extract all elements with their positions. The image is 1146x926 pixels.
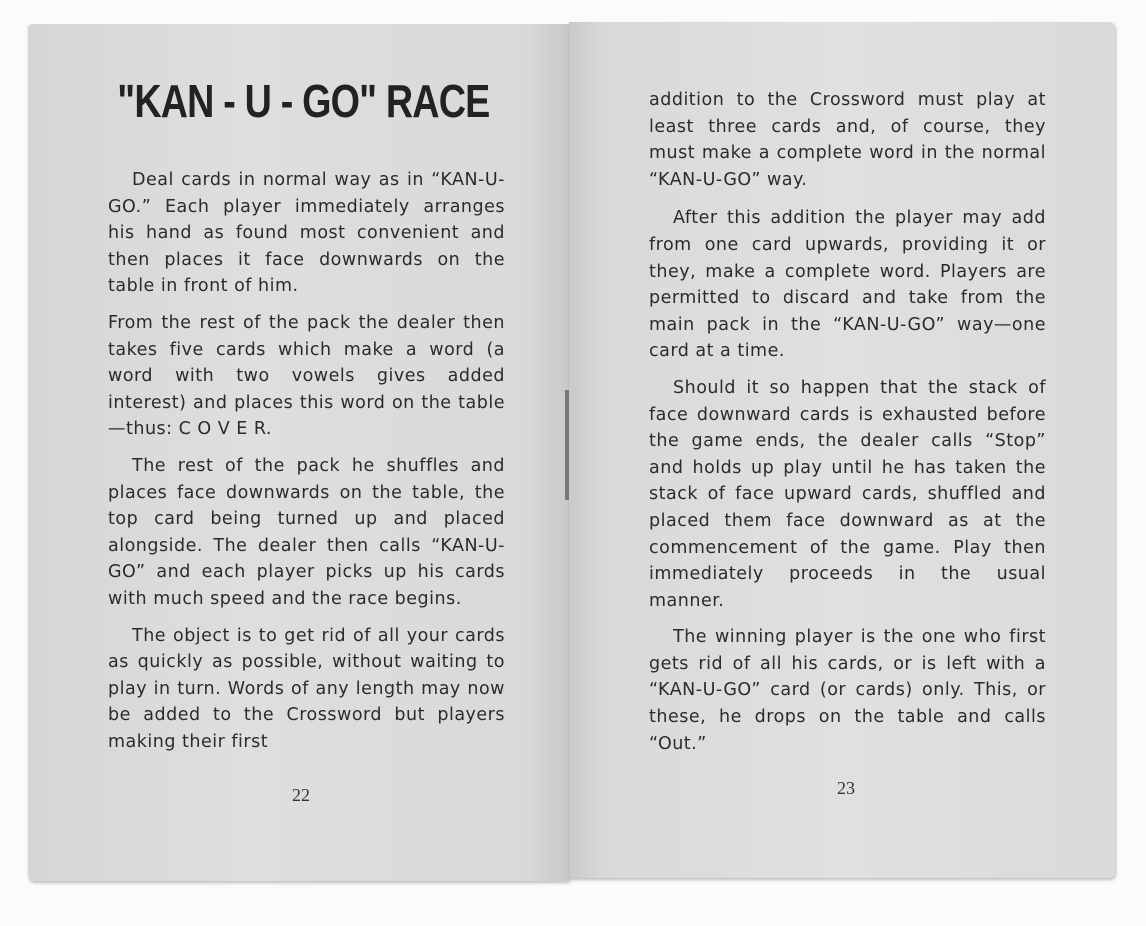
- page-number: 23: [837, 778, 855, 798]
- book-spine-shadow: [565, 390, 569, 500]
- paragraph: The rest of the pack he shuffles and places face downwards on the table, the top card being turned up and placed alongside. The dealer then calls “KAN-U-GO” and each player picks up his cards with much speed and the race begins.: [108, 455, 505, 609]
- paragraph: Should it so happen that the stack of face downward cards is exhausted before the game ends, the dealer calls “Stop” and holds up play until he has taken the stack of face upward cards, shuffled and placed them face downward as at the commencement of the game. Play then immediately proceeds in the usual manner.: [649, 377, 1046, 611]
- left-page-text: [108, 167, 505, 765]
- right-page-text: [649, 87, 1046, 767]
- paragraph: Deal cards in normal way as in “KAN-U-GO.” Each player immediately arranges his hand as found most convenient and then places it face downwards on the table in front of him.: [108, 170, 505, 297]
- page-number: 22: [292, 785, 310, 805]
- right-page: [569, 22, 1115, 878]
- paragraph: addition to the Crossword must play at least three cards and, of course, they must make a complete word in the normal “KAN-U-GO” way.: [649, 90, 1046, 190]
- paragraph: The object is to get rid of all your cards as quickly as possible, without waiting to play in turn. Words of any length may now be added to the Crossword but players making their first: [108, 625, 505, 752]
- page-title: "KAN - U - GO" RACE: [117, 75, 490, 127]
- paragraph: From the rest of the pack the dealer then takes five cards which make a word (a word with two vowels gives added interest) and places this word on the table—thus: C O V E R.: [108, 312, 505, 440]
- paragraph: The winning player is the one who first gets rid of all his cards, or is left with a “KAN-U-GO” card (or cards) only. This, or these, he drops on the table and calls “Out.”: [649, 627, 1046, 754]
- left-page: [28, 24, 569, 881]
- paragraph: After this addition the player may add from one card upwards, providing it or they, make a complete word. Players are permitted to discard and take from the main pack in the “KAN-U-GO” way—one card at a time.: [649, 208, 1046, 362]
